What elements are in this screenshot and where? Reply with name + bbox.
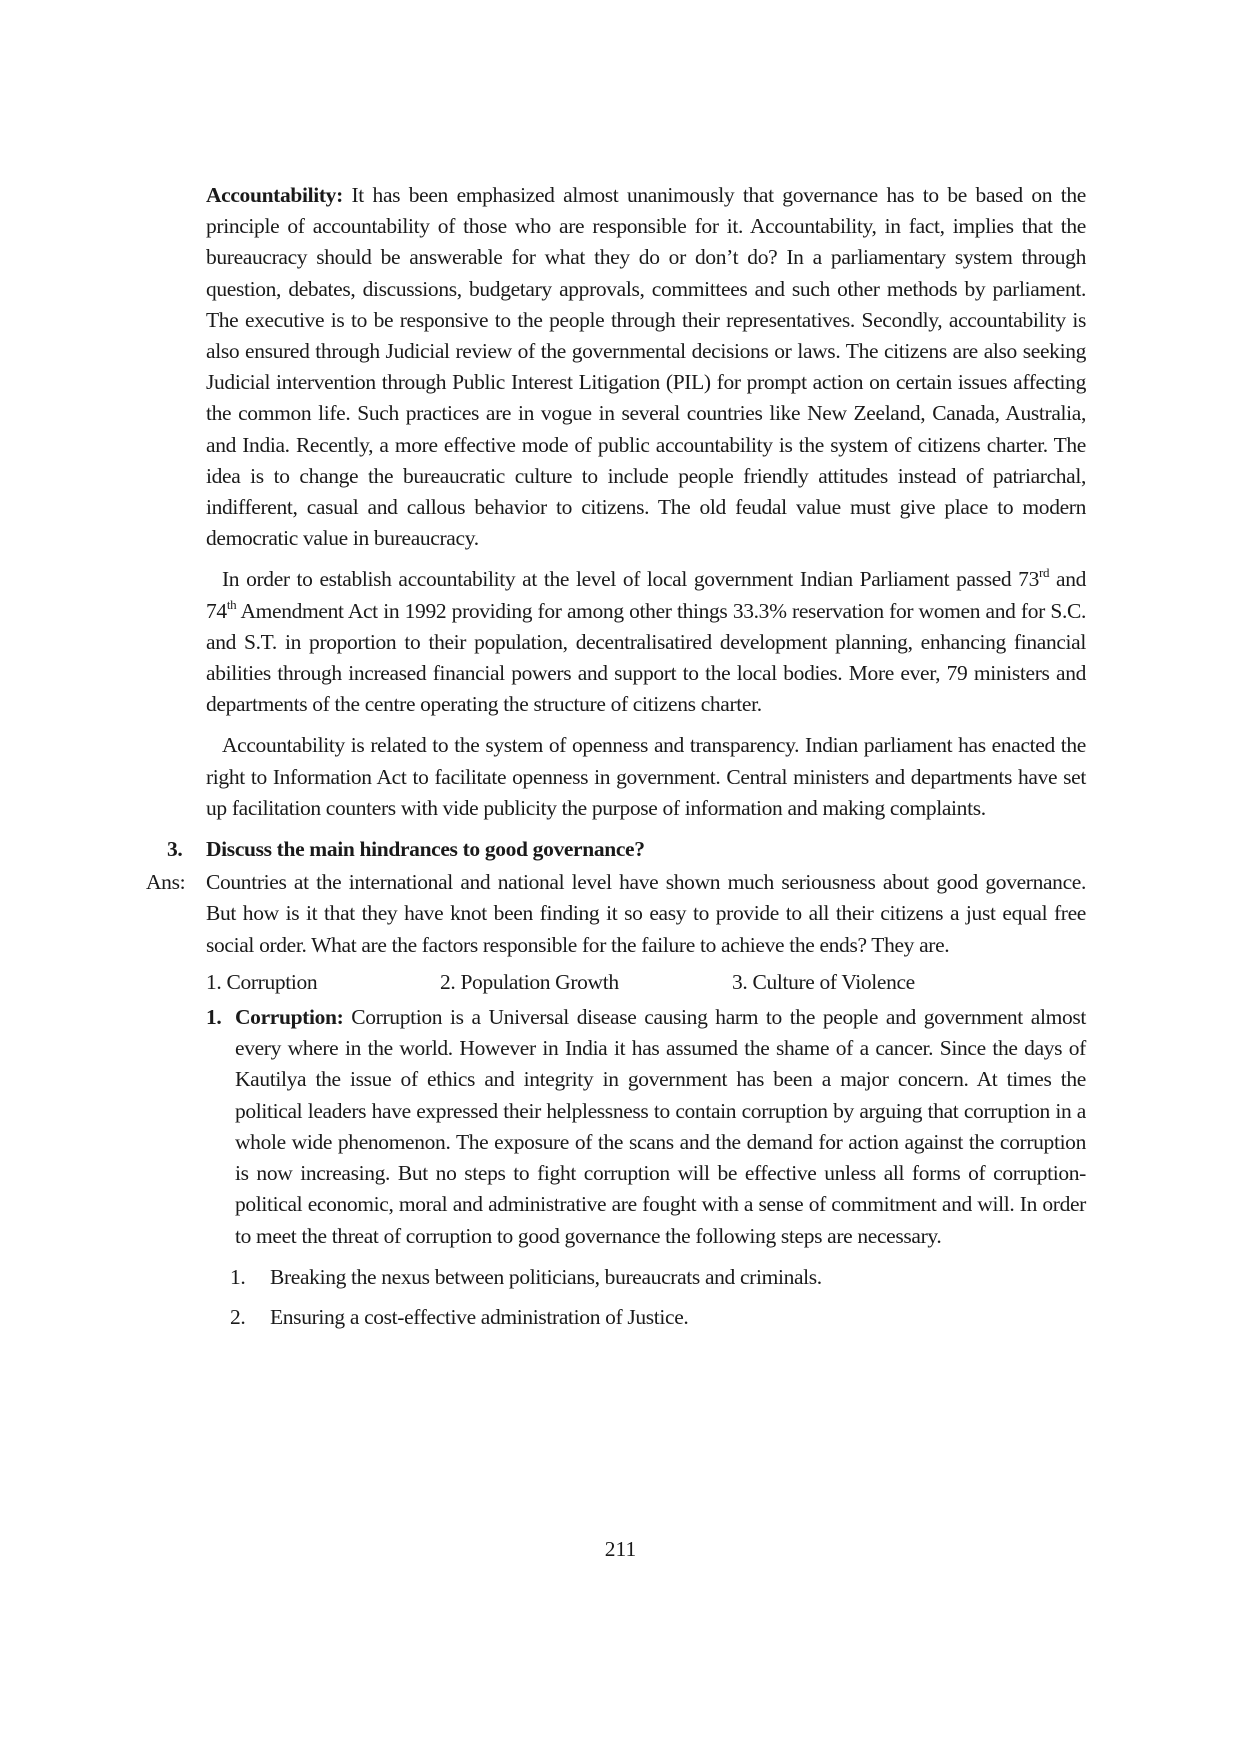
factor-item: 2. Population Growth	[440, 969, 619, 994]
answer-text: Countries at the international and national level have shown much seriousness about good governance. But how is it that they have knot been finding it so easy to provide to all their citizens a just equal free social order. What are the factors responsible for the failure to achieve the ends? They are.	[206, 870, 1086, 957]
answer-block	[146, 867, 1086, 961]
page-number: 211	[604, 1537, 637, 1561]
section-number: 1.	[206, 1005, 222, 1030]
step-number: 2.	[230, 1304, 246, 1329]
paragraph-text: In order to establish accountability at the level of local government Indian Parliament passed 73	[222, 567, 1039, 592]
local-government-paragraph	[206, 564, 1086, 720]
question-number: 3.	[167, 837, 183, 862]
factor-item: 1. Corruption	[206, 969, 318, 994]
openness-paragraph: Accountability is related to the system of openness and transparency. Indian parliament has enacted the right to Information Act to facilitate openness in government. Central ministers and departments have set up facilitation counters with vide publicity the purpose of information and making complaints.	[206, 733, 1086, 820]
accountability-text: It has been emphasized almost unanimously that governance has to be based on the principle of accountability of those who are responsible for it. Accountability, in fact, implies that the bureaucracy should be answerable for what they do or don’t do? In a parliamentary system through question, debates, discussions, budgetary approvals, committees and such other methods by parliament. The executive is to be responsive to the people through their representatives. Secondly, accountability is also ensured through Judicial review of the governmental decisions or laws. The citizens are also seeking Judicial intervention through Public Interest Litigation (PIL) for prompt action on certain issues affecting the common life. Such practices are in vogue in several countries like New Zeeland, Canada, Australia, and India. Recently, a more effective mode of public accountability is the system of citizens charter. The idea is to change the bureaucratic culture to include people friendly attitudes instead of patriarchal, indifferent, casual and callous behavior to citizens. The old feudal value must give place to modern democratic value in bureaucracy.	[206, 183, 1086, 551]
corruption-heading: Corruption:	[235, 1005, 344, 1030]
step-text: Breaking the nexus between politicians, bureaucrats and criminals.	[270, 1264, 822, 1289]
paragraph-text: Amendment Act in 1992 providing for among other things 33.3% reservation for women and for S.C. and S.T. in proportion to their population, decentralisatired development planning, enhancing financial abilities through increased financial powers and support to the local bodies. More ever, 79 ministers and departments of the centre operating the structure of citizens charter.	[206, 598, 1086, 717]
factor-item: 3. Culture of Violence	[732, 969, 915, 994]
corruption-text: Corruption is a Universal disease causing harm to the people and government almost every where in the world. However in India it has assumed the shame of a cancer. Since the days of Kautilya the issue of ethics and integrity in government has been a major concern. At times the political leaders have expressed their helplessness to contain corruption by arguing that corruption in a whole wide phenomenon. The exposure of the scans and the demand for action against the corruption is now increasing. But no steps to fight corruption will be effective unless all forms of corruption-political economic, moral and administrative are fought with a sense of commitment and will. In order to meet the threat of corruption to good governance the following steps are necessary.	[235, 1005, 1086, 1248]
step-number: 1.	[230, 1264, 246, 1289]
answer-label: Ans:	[146, 870, 186, 895]
step-text: Ensuring a cost-effective administration of Justice.	[270, 1304, 689, 1329]
factors-list	[206, 967, 1086, 998]
page-content	[146, 180, 1086, 1342]
superscript: rd	[1038, 565, 1050, 581]
corruption-section	[206, 1002, 1086, 1252]
list-item	[230, 1302, 1086, 1333]
accountability-paragraph	[206, 180, 1086, 554]
superscript: th	[226, 596, 237, 612]
paragraph-text: and 74	[206, 567, 1086, 623]
question-3	[167, 834, 1086, 865]
steps-list	[206, 1262, 1086, 1333]
list-item	[230, 1262, 1086, 1293]
accountability-heading: Accountability:	[206, 183, 343, 207]
question-text: Discuss the main hindrances to good governance?	[206, 837, 645, 862]
